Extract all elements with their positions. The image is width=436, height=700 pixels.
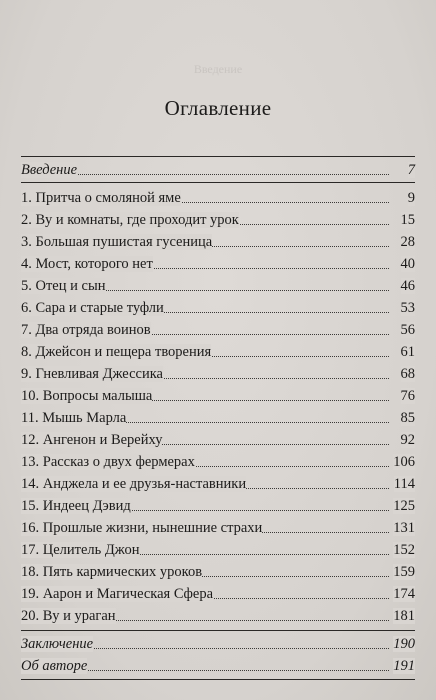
toc-entry-chapter[interactable] <box>21 297 415 319</box>
entry-title: 5. Отец и сын <box>21 278 106 294</box>
toc-entry-chapter[interactable] <box>21 275 415 297</box>
entry-title: 9. Гневливая Джессика <box>21 366 163 382</box>
entry-page: 125 <box>393 498 415 514</box>
entry-page: 76 <box>400 388 415 404</box>
section-rule <box>21 630 415 631</box>
bottom-rule <box>21 679 415 680</box>
entry-title: 3. Большая пушистая гусеница <box>21 234 213 250</box>
toc-entry-chapter[interactable] <box>21 605 415 627</box>
toc-entry-chapter[interactable] <box>21 517 415 539</box>
entry-title: 1. Притча о смоляной яме <box>21 190 181 206</box>
toc-entry-chapter[interactable] <box>21 209 415 231</box>
toc-entry-chapter[interactable] <box>21 253 415 275</box>
entry-page: 190 <box>393 636 415 652</box>
entry-page: 28 <box>400 234 415 250</box>
entry-page: 131 <box>393 520 415 536</box>
entry-title: 14. Анджела и ее друзья-наставники <box>21 476 247 492</box>
entry-title: Введение <box>21 162 78 178</box>
toc-entry-chapter[interactable] <box>21 407 415 429</box>
toc-entry-chapter[interactable] <box>21 495 415 517</box>
toc-entry-closing[interactable] <box>21 655 415 677</box>
entry-page: 92 <box>400 432 415 448</box>
entry-page: 68 <box>400 366 415 382</box>
entry-title: 16. Прошлые жизни, нынешние страхи <box>21 520 263 536</box>
page-title: Оглавление <box>164 96 272 120</box>
toc-entry-chapter[interactable] <box>21 451 415 473</box>
entry-title: 4. Мост, которого нет <box>21 256 153 272</box>
toc-entry-chapter[interactable] <box>21 583 415 605</box>
toc-entry-closing[interactable] <box>21 633 415 655</box>
toc-entry-chapter[interactable] <box>21 539 415 561</box>
entry-title: 18. Пять кармических уроков <box>21 564 203 580</box>
entry-title: 17. Целитель Джон <box>21 542 140 558</box>
toc-entry-chapter[interactable] <box>21 363 415 385</box>
entry-page: 56 <box>400 322 415 338</box>
entry-title: 7. Два отряда воинов <box>21 322 151 338</box>
toc-entry-chapter[interactable] <box>21 319 415 341</box>
entry-page: 114 <box>393 476 415 492</box>
toc-entry-chapter[interactable] <box>21 473 415 495</box>
entry-page: 7 <box>407 162 415 178</box>
entry-title: 2. Ву и комнаты, где проходит урок <box>21 212 239 228</box>
toc-entry-intro[interactable] <box>21 159 415 181</box>
entry-title: 13. Рассказ о двух фермерах <box>21 454 195 470</box>
entry-title: 10. Вопросы малыша <box>21 388 153 404</box>
entry-title: 19. Аарон и Магическая Сфера <box>21 586 214 602</box>
entry-page: 174 <box>393 586 415 602</box>
entry-page: 40 <box>400 256 415 272</box>
entry-page: 61 <box>400 344 415 360</box>
entry-title: Заключение <box>21 636 94 652</box>
toc-entry-chapter[interactable] <box>21 385 415 407</box>
entry-title: Об авторе <box>21 658 88 674</box>
toc-entry-chapter[interactable] <box>21 231 415 253</box>
entry-title: 8. Джейсон и пещера творения <box>21 344 212 360</box>
entry-title: 6. Сара и старые туфли <box>21 300 164 316</box>
entry-page: 106 <box>393 454 415 470</box>
toc-entry-chapter[interactable] <box>21 429 415 451</box>
entry-title: 20. Ву и ураган <box>21 608 116 624</box>
entry-page: 191 <box>393 658 415 674</box>
entry-page: 9 <box>407 190 415 206</box>
closing-list <box>21 633 415 677</box>
toc-entry-chapter[interactable] <box>21 341 415 363</box>
entry-page: 85 <box>400 410 415 426</box>
toc-entry-chapter[interactable] <box>21 561 415 583</box>
section-rule <box>21 182 415 183</box>
toc-entry-chapter[interactable] <box>21 187 415 209</box>
entry-page: 53 <box>400 300 415 316</box>
entry-page: 159 <box>393 564 415 580</box>
entry-title: 15. Индеец Дэвид <box>21 498 131 514</box>
entry-page: 46 <box>400 278 415 294</box>
show-through-header: Введение <box>193 62 243 76</box>
entry-title: 11. Мышь Марла <box>21 410 127 426</box>
entry-page: 15 <box>400 212 415 228</box>
table-of-contents <box>21 156 415 680</box>
top-rule <box>21 156 415 157</box>
chapter-list <box>21 187 415 627</box>
entry-page: 152 <box>393 542 415 558</box>
entry-title: 12. Ангенон и Верейху <box>21 432 163 448</box>
entry-page: 181 <box>393 608 415 624</box>
